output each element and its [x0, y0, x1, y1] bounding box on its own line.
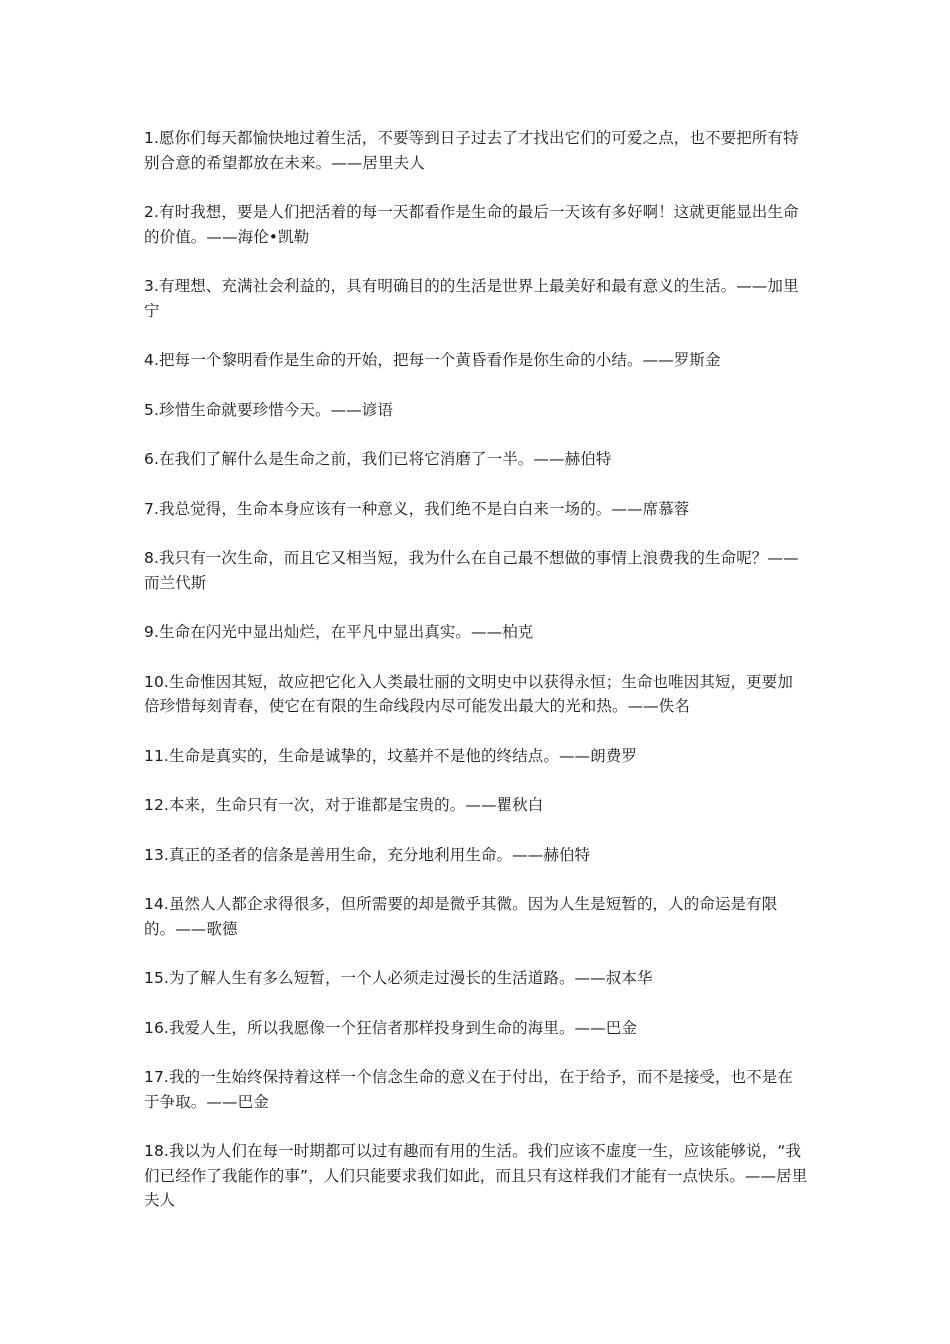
- quote-item: 11.生命是真实的，生命是诚挚的，坟墓并不是他的终结点。——朗费罗: [144, 746, 637, 765]
- quote-item: 6.在我们了解什么是生命之前，我们已将它消磨了一半。——赫伯特: [144, 450, 612, 468]
- quote-item: 9.生命在闪光中显出灿烂，在平凡中显出真实。——柏克: [144, 623, 534, 641]
- quote-item: 2.有时我想，要是人们把活着的每一天都看作是生命的最后一天该有多好啊！这就更能显出生命的价值。——海伦•凯勒: [144, 203, 799, 246]
- quote-item: 7.我总觉得，生命本身应该有一种意义，我们绝不是白白来一场的。——席慕蓉: [144, 499, 690, 518]
- quote-item: 5.珍惜生命就要珍惜今天。——谚语: [144, 400, 393, 419]
- quote-item: 14.虽然人人都企求得很多，但所需要的却是微乎其微。因为人生是短暂的，人的命运是有限的。——歌德: [144, 895, 778, 938]
- quote-item: 1.愿你们每天都愉快地过着生活，不要等到日子过去了才找出它们的可爱之点，也不要把所有特别合意的希望都放在未来。——居里夫人: [144, 129, 799, 172]
- quote-item: 13.真正的圣者的信条是善用生命，充分地利用生命。——赫伯特: [144, 845, 591, 864]
- quote-item: 15.为了解人生有多么短暂，一个人必须走过漫长的生活道路。——叔本华: [144, 969, 653, 987]
- quote-item: 10.生命惟因其短，故应把它化入人类最壮丽的文明史中以获得永恒；生命也唯因其短，更要加倍珍惜每刻青春，使它在有限的生命线段内尽可能发出最大的光和热。——佚名: [144, 672, 793, 715]
- quote-item: 4.把每一个黎明看作是生命的开始，把每一个黄昏看作是你生命的小结。——罗斯金: [144, 351, 721, 369]
- quote-item: 18.我以为人们在每一时期都可以过有趣而有用的生活。我们应该不虚度一生，应该能够说，“我们已经作了我能作的事”，人们只能要求我们如此，而且只有这样我们才能有一点快乐。——居里夫人: [144, 1142, 808, 1209]
- quote-item: 12.本来，生命只有一次，对于谁都是宝贵的。——瞿秋白: [144, 796, 544, 814]
- quote-item: 3.有理想、充满社会利益的，具有明确目的的生活是世界上最美好和最有意义的生活。——加里宁: [144, 277, 799, 320]
- quote-list: [144, 126, 808, 1238]
- quote-item: 8.我只有一次生命，而且它又相当短，我为什么在自己最不想做的事情上浪费我的生命呢？——而兰代斯: [144, 549, 799, 592]
- quote-item: 16.我爱人生，所以我愿像一个狂信者那样投身到生命的海里。——巴金: [144, 1018, 637, 1037]
- quote-item: 17.我的一生始终保持着这样一个信念生命的意义在于付出，在于给予，而不是接受，也不是在于争取。——巴金: [144, 1068, 793, 1111]
